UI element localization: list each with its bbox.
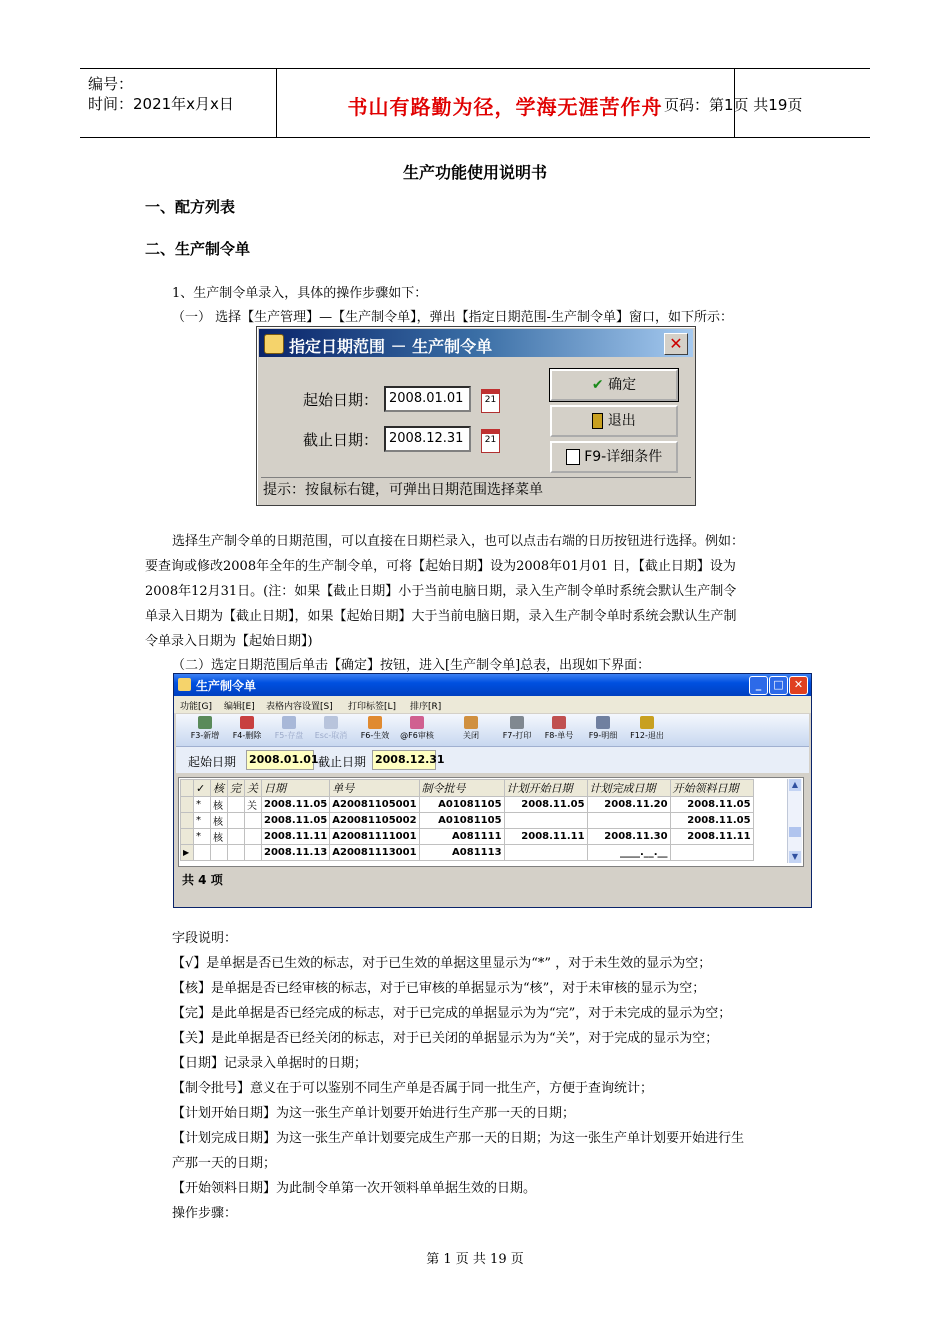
toolbar-label: F3-新增 xyxy=(190,731,220,740)
table-cell xyxy=(228,829,245,845)
scroll-thumb[interactable] xyxy=(789,827,801,837)
toolbar-new-button[interactable] xyxy=(186,716,224,741)
section-heading-production-order: 二、生产制令单 xyxy=(145,240,251,258)
table-cell xyxy=(228,845,245,861)
operation-steps-heading: 操作步骤： xyxy=(172,1206,238,1221)
toolbar-approve-button[interactable] xyxy=(398,716,436,741)
table-cell xyxy=(228,813,245,829)
document-number-label: 编号： xyxy=(88,75,134,93)
row-indicator-header xyxy=(181,780,194,797)
app-icon xyxy=(264,334,284,354)
printer-icon xyxy=(510,716,524,729)
approve-icon xyxy=(410,716,424,729)
field-description: 产那一天的日期； xyxy=(172,1156,277,1171)
end-date-input[interactable]: 2008.12.31 xyxy=(372,750,436,770)
toolbar-save-button[interactable] xyxy=(270,716,308,741)
header-left-cell xyxy=(80,69,277,137)
document-icon xyxy=(566,449,580,465)
section-heading-formula-list: 一、配方列表 xyxy=(145,198,236,216)
page-footer: 第 1 页 共 19 页 xyxy=(426,1252,524,1267)
table-cell: 2008.11.05 xyxy=(262,813,330,829)
save-icon xyxy=(282,716,296,729)
column-header[interactable]: 单号 xyxy=(330,780,419,797)
detail-icon xyxy=(596,716,610,729)
close-icon[interactable]: ✕ xyxy=(789,676,808,695)
paragraph-line: 选择生产制令单的日期范围，可以直接在日期栏录入，也可以点击右端的日历按钮进行选择。例如： xyxy=(172,534,745,549)
dialog-title: 指定日期范围 － 生产制令单 xyxy=(289,337,493,356)
field-description: 【√】是单据是否已生效的标志，对于已生效的单据这里显示为“*” ，对于未生效的显示为空； xyxy=(172,956,712,971)
dialog-titlebar xyxy=(259,329,693,357)
table-cell: * xyxy=(194,797,211,813)
close-icon[interactable]: ✕ xyxy=(664,333,688,355)
column-header[interactable]: 完 xyxy=(228,780,245,797)
toolbar-label: F8-单号 xyxy=(544,731,574,740)
date-filter-bar xyxy=(176,747,809,773)
table-cell: 2008.11.20 xyxy=(587,797,670,813)
table-cell xyxy=(194,845,211,861)
field-description: 【日期】记录录入单据时的日期； xyxy=(172,1056,368,1071)
intro-step-two: （二）选定日期范围后单击【确定】按钮，进入[生产制令单]总表，出现如下界面： xyxy=(172,658,651,673)
document-date-label: 时间：2021年x月x日 xyxy=(88,95,234,113)
menu-function[interactable]: 功能[G] xyxy=(180,702,212,712)
table-cell: A20081105001 xyxy=(330,797,419,813)
row-indicator xyxy=(181,797,194,813)
field-description: 【计划开始日期】为这一张生产单计划要开始进行生产那一天的日期； xyxy=(172,1106,576,1121)
table-cell: 2008.11.30 xyxy=(587,829,670,845)
column-header[interactable]: 核 xyxy=(211,780,228,797)
order-table xyxy=(180,779,754,861)
column-header[interactable]: 关 xyxy=(245,780,262,797)
intro-step-1: 1、生产制令单录入，具体的操作步骤如下： xyxy=(172,286,428,301)
table-cell: * xyxy=(194,813,211,829)
door-icon xyxy=(592,413,603,429)
table-cell: 2008.11.13 xyxy=(262,845,330,861)
menu-bar xyxy=(174,696,811,713)
start-date-label: 起始日期： xyxy=(303,391,379,409)
toolbar-label: F12-退出 xyxy=(630,731,664,740)
start-date-input[interactable]: 2008.01.01 xyxy=(246,750,314,770)
start-date-input[interactable]: 2008.01.01 xyxy=(384,386,471,412)
document-title: 生产功能使用说明书 xyxy=(402,163,547,182)
toolbar-close-button[interactable] xyxy=(452,716,490,741)
toolbar-detail-button[interactable] xyxy=(584,716,622,741)
dialog-tip: 提示：按鼠标右键，可弹出日期范围选择菜单 xyxy=(261,477,691,500)
paragraph-line: 令单录入日期为【起始日期】) xyxy=(145,634,313,649)
menu-edit[interactable]: 编辑[E] xyxy=(224,702,255,712)
document-header xyxy=(80,68,870,138)
window-title: 生产制令单 xyxy=(196,679,257,693)
table-cell: A081113 xyxy=(419,845,504,861)
table-row[interactable] xyxy=(181,813,754,829)
table-cell xyxy=(245,829,262,845)
table-cell: * xyxy=(194,829,211,845)
table-row[interactable] xyxy=(181,845,754,861)
table-cell: 2008.11.11 xyxy=(262,829,330,845)
number-icon xyxy=(552,716,566,729)
toolbar-label: Esc-取消 xyxy=(314,731,348,740)
field-description: 【核】是单据是否已经审核的标志，对于已审核的单据显示为“核”，对于未审核的显示为空； xyxy=(172,981,706,996)
table-cell xyxy=(211,845,228,861)
table-row[interactable] xyxy=(181,829,754,845)
window-titlebar xyxy=(174,674,811,696)
cancel-icon xyxy=(324,716,338,729)
end-date-label: 截止日期 xyxy=(318,755,367,769)
table-cell xyxy=(504,845,587,861)
table-cell: A20081113001 xyxy=(330,845,419,861)
ok-button[interactable] xyxy=(550,369,678,401)
table-cell: 核 xyxy=(211,813,228,829)
table-row[interactable] xyxy=(181,797,754,813)
toolbar-label: F7-打印 xyxy=(502,731,532,740)
table-cell: A20081105002 xyxy=(330,813,419,829)
toolbar-label: F4-删除 xyxy=(232,731,262,740)
table-cell: 关 xyxy=(245,797,262,813)
table-cell: ____.__.__ xyxy=(587,845,670,861)
row-indicator xyxy=(181,829,194,845)
checkmark-icon: ✔ xyxy=(591,377,604,393)
intro-step-one: （一） 选择【生产管理】—【生产制令单】，弹出【指定日期范围-生产制令单】窗口，如下所示： xyxy=(172,310,734,325)
exit-button-label: 退出 xyxy=(607,413,636,429)
field-description: 【完】是此单据是否已经完成的标志，对于已完成的单据显示为为“完”，对于未完成的显示为空； xyxy=(172,1006,732,1021)
activate-icon xyxy=(368,716,382,729)
detail-conditions-button[interactable] xyxy=(550,441,678,473)
field-description: 【计划完成日期】为这一张生产单计划要完成生产那一天的日期；为这一张生产单计划要开始进行生 xyxy=(172,1131,745,1146)
calendar-icon[interactable]: 21 xyxy=(481,429,500,453)
vertical-scrollbar[interactable] xyxy=(787,779,802,863)
detail-button-label: F9-详细条件 xyxy=(584,449,663,465)
paragraph-line: 要查询或修改2008年全年的生产制令单，可将【起始日期】设为2008年01月01 日，【截止日期】设为 xyxy=(145,559,736,574)
exit-door-icon xyxy=(640,716,654,729)
menu-sort[interactable]: 排序[R] xyxy=(410,702,442,712)
header-page-info: 页码：第1页 共19页 xyxy=(664,96,803,114)
table-cell xyxy=(504,813,587,829)
field-description: 【制令批号】意义在于可以鉴别不同生产单是否属于同一批生产，方便于查询统计； xyxy=(172,1081,654,1096)
menu-table-settings[interactable]: 表格内容设置[S] xyxy=(266,702,333,712)
column-header[interactable]: 计划完成日期 xyxy=(587,780,670,797)
maximize-icon[interactable]: □ xyxy=(769,676,788,695)
table-cell: 2008.11.11 xyxy=(504,829,587,845)
header-motto: 书山有路勤为径，学海无涯苦作舟 xyxy=(347,95,663,119)
table-cell: A01081105 xyxy=(419,797,504,813)
table-cell xyxy=(245,813,262,829)
scroll-up-icon[interactable]: ▲ xyxy=(789,779,801,791)
menu-print-label[interactable]: 打印标签[L] xyxy=(348,702,397,712)
row-indicator xyxy=(181,813,194,829)
toolbar-print-button[interactable] xyxy=(498,716,536,741)
table-cell: 2008.11.05 xyxy=(670,797,753,813)
scroll-down-icon[interactable]: ▼ xyxy=(789,851,801,863)
column-header[interactable]: 制令批号 xyxy=(419,780,504,797)
toolbar-cancel-button[interactable] xyxy=(312,716,350,741)
exit-button[interactable] xyxy=(550,405,678,437)
table-cell xyxy=(670,845,753,861)
table-cell: 2008.11.05 xyxy=(262,797,330,813)
delete-icon xyxy=(240,716,254,729)
table-cell xyxy=(587,813,670,829)
production-order-window xyxy=(173,673,812,908)
order-grid xyxy=(178,777,804,867)
table-cell xyxy=(245,845,262,861)
toolbar-label: 关闭 xyxy=(463,731,479,740)
table-cell: 2008.11.05 xyxy=(670,813,753,829)
end-date-input[interactable]: 2008.12.31 xyxy=(384,426,471,452)
paragraph-line: 2008年12月31日。(注：如果【截止日期】小于当前电脑日期，录入生产制令单时系统会默认生产制令 xyxy=(145,584,737,599)
table-cell: 2008.11.11 xyxy=(670,829,753,845)
toolbar-label: F9-明细 xyxy=(588,731,618,740)
ok-button-label: 确定 xyxy=(608,377,637,393)
toolbar-delete-button[interactable] xyxy=(228,716,266,741)
minimize-icon[interactable]: _ xyxy=(749,676,768,695)
app-icon xyxy=(178,678,191,691)
row-indicator: ▶ xyxy=(181,845,194,861)
toolbar-label: F5-存盘 xyxy=(274,731,304,740)
table-cell: A081111 xyxy=(419,829,504,845)
column-header[interactable]: ✓ xyxy=(194,780,211,797)
date-range-dialog xyxy=(256,326,696,506)
table-cell: A01081105 xyxy=(419,813,504,829)
toolbar-label: @F6审核 xyxy=(400,731,434,740)
column-header[interactable]: 计划开始日期 xyxy=(504,780,587,797)
toolbar-activate-button[interactable] xyxy=(356,716,394,741)
table-cell xyxy=(228,797,245,813)
column-header[interactable]: 开始领料日期 xyxy=(670,780,753,797)
toolbar-exit-button[interactable] xyxy=(628,716,666,741)
paragraph-line: 单录入日期为【截止日期】，如果【起始日期】大于当前电脑日期，录入生产制令单时系统会默认生产制 xyxy=(145,609,737,624)
toolbar xyxy=(176,714,809,747)
column-header[interactable]: 日期 xyxy=(262,780,330,797)
new-icon xyxy=(198,716,212,729)
table-header-row xyxy=(181,780,754,797)
record-count: 共 4 项 xyxy=(182,873,223,887)
field-description: 【关】是此单据是否已经关闭的标志，对于已关闭的单据显示为为“关”，对于完成的显示为空； xyxy=(172,1031,719,1046)
toolbar-number-button[interactable] xyxy=(540,716,578,741)
table-cell: 核 xyxy=(211,797,228,813)
end-date-label: 截止日期： xyxy=(303,431,379,449)
field-description-heading: 字段说明： xyxy=(172,931,238,946)
calendar-icon[interactable]: 21 xyxy=(481,389,500,413)
start-date-label: 起始日期 xyxy=(188,755,237,769)
toolbar-label: F6-生效 xyxy=(360,731,390,740)
table-cell: 2008.11.05 xyxy=(504,797,587,813)
table-cell: 核 xyxy=(211,829,228,845)
table-cell: A20081111001 xyxy=(330,829,419,845)
field-description: 【开始领料日期】为此制令单第一次开领料单单据生效的日期。 xyxy=(172,1181,537,1196)
close-doc-icon xyxy=(464,716,478,729)
